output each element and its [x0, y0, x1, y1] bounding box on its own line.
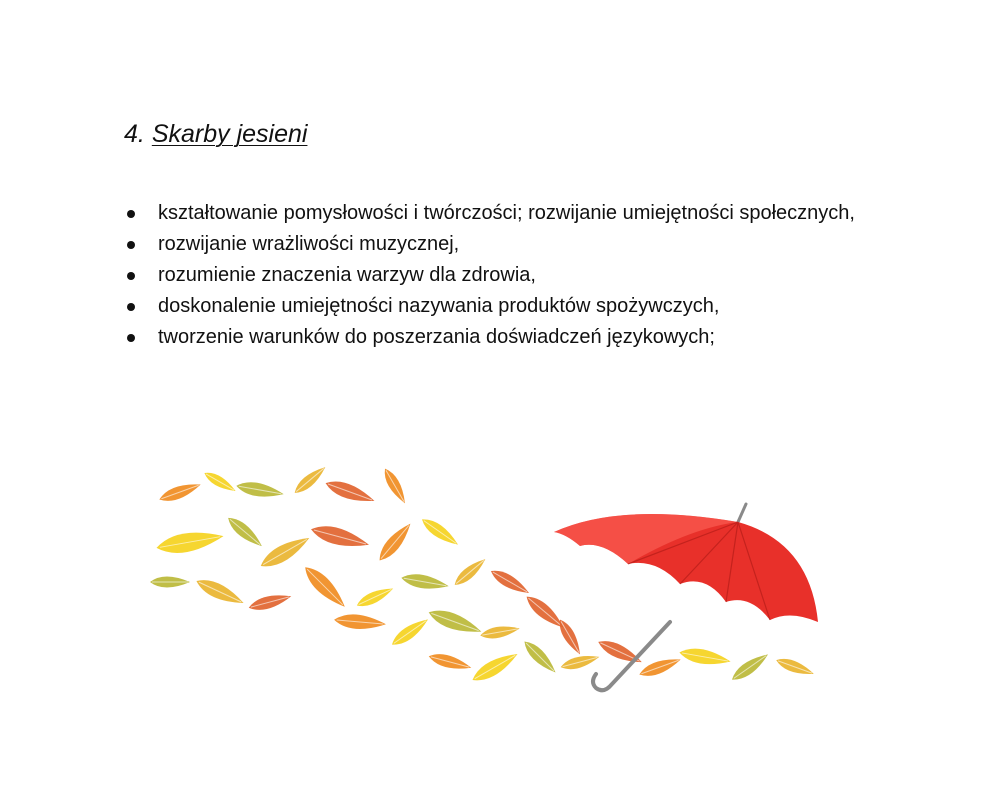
list-item — [124, 260, 904, 291]
section-title: Skarby jesieni — [151, 120, 308, 148]
list-item — [124, 198, 904, 229]
section-heading — [124, 118, 307, 150]
section-number: 4. — [124, 120, 145, 148]
leaf-vein — [230, 519, 260, 544]
leaf-vein — [734, 656, 766, 679]
bullet-icon — [127, 241, 135, 249]
umbrella-tip — [738, 504, 746, 522]
bullet-icon — [127, 334, 135, 342]
leaf-vein — [528, 598, 561, 626]
bullet-icon — [127, 303, 135, 311]
bullet-icon — [127, 210, 135, 218]
list-item — [124, 291, 904, 322]
list-item-text: kształtowanie pomysłowości i twórczości; rozwijanie umiejętności społecznych, — [158, 202, 855, 224]
leaf-vein — [307, 569, 343, 605]
list-item-text: rozumienie znaczenia warzyw dla zdrowia, — [158, 264, 536, 286]
bullet-icon — [127, 272, 135, 280]
list-item — [124, 229, 904, 260]
leaf-vein — [424, 521, 456, 544]
list-item-text: tworzenie warunków do poszerzania doświadczeń językowych; — [158, 326, 715, 348]
leaf-vein — [394, 621, 426, 644]
leaf-vein — [381, 525, 409, 558]
list-item-text: rozwijanie wrażliwości muzycznej, — [158, 233, 460, 255]
leaf-vein — [456, 560, 484, 583]
leaf-vein — [296, 468, 324, 491]
list-item-text: doskonalenie umiejętności nazywania produktów spożywczych, — [158, 295, 720, 317]
autumn-umbrella-illustration — [150, 462, 840, 722]
objectives-list — [124, 198, 904, 353]
leaf-vein — [526, 643, 554, 671]
list-item — [124, 322, 904, 353]
